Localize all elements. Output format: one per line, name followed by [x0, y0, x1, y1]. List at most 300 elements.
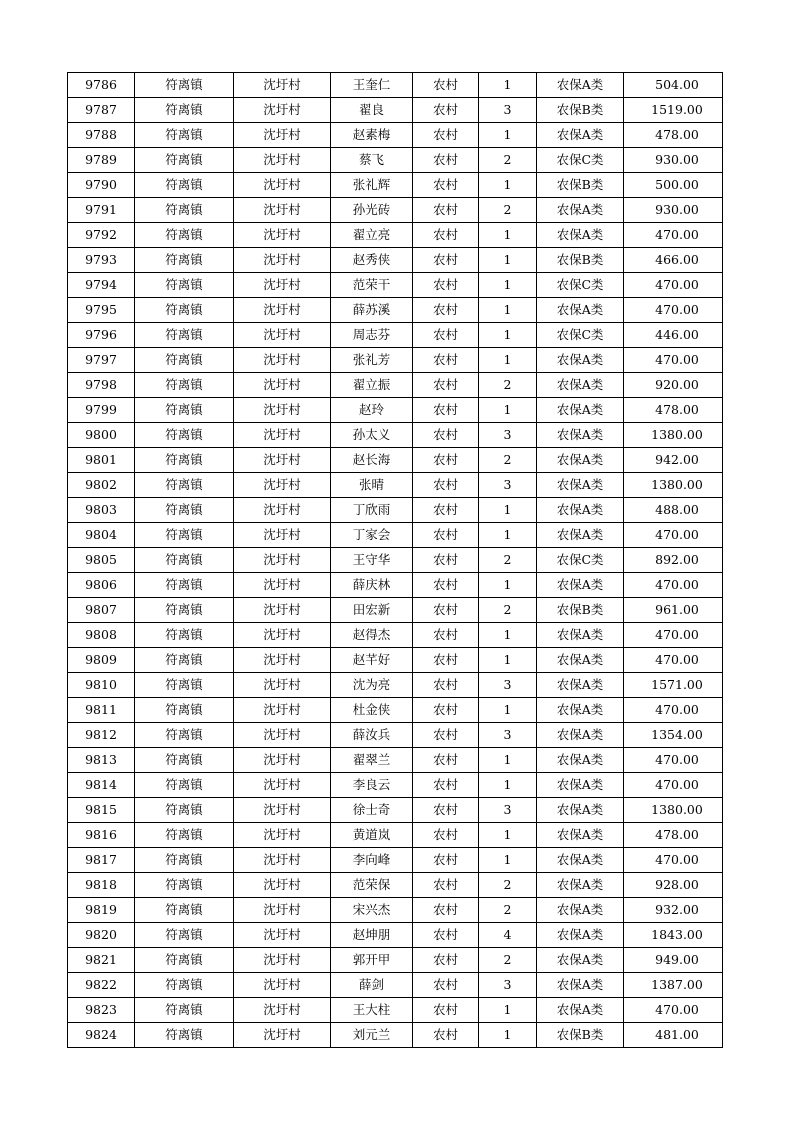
amount-cell: 892.00 [624, 548, 723, 573]
table-row [68, 948, 723, 973]
town-cell: 符离镇 [135, 873, 234, 898]
village-cell: 沈圩村 [234, 598, 331, 623]
table-row [68, 98, 723, 123]
name-cell: 王奎仁 [331, 73, 413, 98]
town-cell: 符离镇 [135, 98, 234, 123]
area-type-cell: 农村 [413, 773, 479, 798]
name-cell: 李良云 [331, 773, 413, 798]
area-type-cell: 农村 [413, 823, 479, 848]
name-cell: 翟立振 [331, 373, 413, 398]
name-cell: 赵秀侠 [331, 248, 413, 273]
town-cell: 符离镇 [135, 148, 234, 173]
insurance-category-cell: 农保A类 [537, 348, 624, 373]
town-cell: 符离镇 [135, 848, 234, 873]
name-cell: 赵得杰 [331, 623, 413, 648]
name-cell: 赵芊好 [331, 648, 413, 673]
town-cell: 符离镇 [135, 898, 234, 923]
insurance-category-cell: 农保A类 [537, 448, 624, 473]
insurance-category-cell: 农保A类 [537, 573, 624, 598]
area-type-cell: 农村 [413, 623, 479, 648]
amount-cell: 949.00 [624, 948, 723, 973]
area-type-cell: 农村 [413, 573, 479, 598]
name-cell: 周志芬 [331, 323, 413, 348]
household-size-cell: 3 [479, 798, 537, 823]
village-cell: 沈圩村 [234, 673, 331, 698]
name-cell: 沈为亮 [331, 673, 413, 698]
amount-cell: 470.00 [624, 273, 723, 298]
town-cell: 符离镇 [135, 448, 234, 473]
village-cell: 沈圩村 [234, 198, 331, 223]
area-type-cell: 农村 [413, 198, 479, 223]
insurance-category-cell: 农保C类 [537, 323, 624, 348]
village-cell: 沈圩村 [234, 723, 331, 748]
town-cell: 符离镇 [135, 673, 234, 698]
amount-cell: 1380.00 [624, 798, 723, 823]
area-type-cell: 农村 [413, 798, 479, 823]
area-type-cell: 农村 [413, 948, 479, 973]
table-row [68, 523, 723, 548]
area-type-cell: 农村 [413, 748, 479, 773]
amount-cell: 470.00 [624, 748, 723, 773]
town-cell: 符离镇 [135, 273, 234, 298]
town-cell: 符离镇 [135, 523, 234, 548]
amount-cell: 930.00 [624, 198, 723, 223]
insurance-category-cell: 农保A类 [537, 198, 624, 223]
household-size-cell: 1 [479, 73, 537, 98]
village-cell: 沈圩村 [234, 448, 331, 473]
amount-cell: 1354.00 [624, 723, 723, 748]
town-cell: 符离镇 [135, 423, 234, 448]
area-type-cell: 农村 [413, 473, 479, 498]
insurance-category-cell: 农保A类 [537, 623, 624, 648]
insurance-category-cell: 农保C类 [537, 148, 624, 173]
data-table [67, 72, 723, 1048]
amount-cell: 1380.00 [624, 423, 723, 448]
row-number-cell: 9819 [68, 898, 135, 923]
name-cell: 翟翠兰 [331, 748, 413, 773]
amount-cell: 470.00 [624, 573, 723, 598]
insurance-category-cell: 农保C类 [537, 548, 624, 573]
household-size-cell: 1 [479, 623, 537, 648]
household-size-cell: 1 [479, 398, 537, 423]
amount-cell: 1380.00 [624, 473, 723, 498]
amount-cell: 961.00 [624, 598, 723, 623]
row-number-cell: 9808 [68, 623, 135, 648]
table-row [68, 748, 723, 773]
amount-cell: 920.00 [624, 373, 723, 398]
household-size-cell: 2 [479, 598, 537, 623]
name-cell: 王大柱 [331, 998, 413, 1023]
area-type-cell: 农村 [413, 173, 479, 198]
insurance-category-cell: 农保A类 [537, 998, 624, 1023]
insurance-category-cell: 农保A类 [537, 823, 624, 848]
table-row [68, 823, 723, 848]
village-cell: 沈圩村 [234, 823, 331, 848]
household-size-cell: 1 [479, 748, 537, 773]
table-row [68, 73, 723, 98]
household-size-cell: 1 [479, 1023, 537, 1048]
row-number-cell: 9817 [68, 848, 135, 873]
amount-cell: 930.00 [624, 148, 723, 173]
area-type-cell: 农村 [413, 273, 479, 298]
table-row [68, 623, 723, 648]
area-type-cell: 农村 [413, 223, 479, 248]
household-size-cell: 1 [479, 298, 537, 323]
table-row [68, 248, 723, 273]
town-cell: 符离镇 [135, 748, 234, 773]
village-cell: 沈圩村 [234, 698, 331, 723]
table-row [68, 598, 723, 623]
household-size-cell: 1 [479, 823, 537, 848]
row-number-cell: 9794 [68, 273, 135, 298]
row-number-cell: 9795 [68, 298, 135, 323]
name-cell: 薛庆林 [331, 573, 413, 598]
name-cell: 刘元兰 [331, 1023, 413, 1048]
insurance-category-cell: 农保A类 [537, 698, 624, 723]
amount-cell: 1519.00 [624, 98, 723, 123]
insurance-category-cell: 农保A类 [537, 798, 624, 823]
row-number-cell: 9821 [68, 948, 135, 973]
village-cell: 沈圩村 [234, 573, 331, 598]
insurance-category-cell: 农保A类 [537, 723, 624, 748]
name-cell: 薛剑 [331, 973, 413, 998]
town-cell: 符离镇 [135, 773, 234, 798]
row-number-cell: 9792 [68, 223, 135, 248]
insurance-category-cell: 农保B类 [537, 173, 624, 198]
row-number-cell: 9812 [68, 723, 135, 748]
name-cell: 孙光砖 [331, 198, 413, 223]
row-number-cell: 9789 [68, 148, 135, 173]
table-row [68, 723, 723, 748]
amount-cell: 470.00 [624, 998, 723, 1023]
town-cell: 符离镇 [135, 373, 234, 398]
row-number-cell: 9806 [68, 573, 135, 598]
insurance-category-cell: 农保B类 [537, 598, 624, 623]
village-cell: 沈圩村 [234, 848, 331, 873]
insurance-category-cell: 农保A类 [537, 648, 624, 673]
amount-cell: 446.00 [624, 323, 723, 348]
amount-cell: 928.00 [624, 873, 723, 898]
table-row [68, 223, 723, 248]
table-row [68, 123, 723, 148]
amount-cell: 470.00 [624, 848, 723, 873]
area-type-cell: 农村 [413, 898, 479, 923]
amount-cell: 1843.00 [624, 923, 723, 948]
name-cell: 郭开甲 [331, 948, 413, 973]
household-size-cell: 1 [479, 348, 537, 373]
amount-cell: 478.00 [624, 123, 723, 148]
household-size-cell: 2 [479, 373, 537, 398]
row-number-cell: 9815 [68, 798, 135, 823]
table-row [68, 923, 723, 948]
name-cell: 王守华 [331, 548, 413, 573]
household-size-cell: 3 [479, 423, 537, 448]
insurance-category-cell: 农保A类 [537, 423, 624, 448]
village-cell: 沈圩村 [234, 398, 331, 423]
name-cell: 丁欣雨 [331, 498, 413, 523]
table-row [68, 498, 723, 523]
village-cell: 沈圩村 [234, 498, 331, 523]
row-number-cell: 9807 [68, 598, 135, 623]
table-row [68, 998, 723, 1023]
row-number-cell: 9823 [68, 998, 135, 1023]
row-number-cell: 9797 [68, 348, 135, 373]
insurance-category-cell: 农保C类 [537, 273, 624, 298]
table-row [68, 573, 723, 598]
village-cell: 沈圩村 [234, 123, 331, 148]
name-cell: 张礼辉 [331, 173, 413, 198]
amount-cell: 470.00 [624, 773, 723, 798]
household-size-cell: 1 [479, 523, 537, 548]
row-number-cell: 9814 [68, 773, 135, 798]
amount-cell: 478.00 [624, 823, 723, 848]
village-cell: 沈圩村 [234, 323, 331, 348]
row-number-cell: 9790 [68, 173, 135, 198]
household-size-cell: 3 [479, 973, 537, 998]
row-number-cell: 9787 [68, 98, 135, 123]
table-row [68, 373, 723, 398]
table-row [68, 898, 723, 923]
insurance-category-cell: 农保A类 [537, 398, 624, 423]
household-size-cell: 1 [479, 698, 537, 723]
insurance-category-cell: 农保A类 [537, 473, 624, 498]
table-row [68, 298, 723, 323]
amount-cell: 470.00 [624, 298, 723, 323]
area-type-cell: 农村 [413, 1023, 479, 1048]
row-number-cell: 9788 [68, 123, 135, 148]
table-row [68, 323, 723, 348]
row-number-cell: 9816 [68, 823, 135, 848]
insurance-category-cell: 农保B类 [537, 1023, 624, 1048]
row-number-cell: 9824 [68, 1023, 135, 1048]
insurance-category-cell: 农保A类 [537, 73, 624, 98]
table-row [68, 198, 723, 223]
row-number-cell: 9818 [68, 873, 135, 898]
household-size-cell: 1 [479, 273, 537, 298]
row-number-cell: 9805 [68, 548, 135, 573]
town-cell: 符离镇 [135, 923, 234, 948]
village-cell: 沈圩村 [234, 798, 331, 823]
village-cell: 沈圩村 [234, 1023, 331, 1048]
row-number-cell: 9798 [68, 373, 135, 398]
area-type-cell: 农村 [413, 848, 479, 873]
town-cell: 符离镇 [135, 348, 234, 373]
town-cell: 符离镇 [135, 973, 234, 998]
insurance-category-cell: 农保A类 [537, 673, 624, 698]
name-cell: 宋兴杰 [331, 898, 413, 923]
name-cell: 赵坤朋 [331, 923, 413, 948]
area-type-cell: 农村 [413, 723, 479, 748]
town-cell: 符离镇 [135, 948, 234, 973]
household-size-cell: 3 [479, 473, 537, 498]
village-cell: 沈圩村 [234, 773, 331, 798]
table-row [68, 798, 723, 823]
area-type-cell: 农村 [413, 673, 479, 698]
name-cell: 翟立亮 [331, 223, 413, 248]
village-cell: 沈圩村 [234, 373, 331, 398]
area-type-cell: 农村 [413, 498, 479, 523]
area-type-cell: 农村 [413, 523, 479, 548]
amount-cell: 470.00 [624, 223, 723, 248]
row-number-cell: 9791 [68, 198, 135, 223]
amount-cell: 932.00 [624, 898, 723, 923]
table-row [68, 173, 723, 198]
amount-cell: 470.00 [624, 348, 723, 373]
area-type-cell: 农村 [413, 298, 479, 323]
area-type-cell: 农村 [413, 148, 479, 173]
table-row [68, 973, 723, 998]
village-cell: 沈圩村 [234, 748, 331, 773]
area-type-cell: 农村 [413, 398, 479, 423]
name-cell: 薛汝兵 [331, 723, 413, 748]
village-cell: 沈圩村 [234, 948, 331, 973]
town-cell: 符离镇 [135, 498, 234, 523]
village-cell: 沈圩村 [234, 648, 331, 673]
household-size-cell: 1 [479, 173, 537, 198]
village-cell: 沈圩村 [234, 623, 331, 648]
name-cell: 张礼芳 [331, 348, 413, 373]
town-cell: 符离镇 [135, 173, 234, 198]
row-number-cell: 9803 [68, 498, 135, 523]
area-type-cell: 农村 [413, 548, 479, 573]
name-cell: 张晴 [331, 473, 413, 498]
row-number-cell: 9804 [68, 523, 135, 548]
name-cell: 范荣保 [331, 873, 413, 898]
row-number-cell: 9800 [68, 423, 135, 448]
amount-cell: 478.00 [624, 398, 723, 423]
name-cell: 田宏新 [331, 598, 413, 623]
amount-cell: 500.00 [624, 173, 723, 198]
amount-cell: 470.00 [624, 648, 723, 673]
area-type-cell: 农村 [413, 698, 479, 723]
amount-cell: 466.00 [624, 248, 723, 273]
village-cell: 沈圩村 [234, 248, 331, 273]
town-cell: 符离镇 [135, 548, 234, 573]
household-size-cell: 1 [479, 648, 537, 673]
town-cell: 符离镇 [135, 223, 234, 248]
insurance-category-cell: 农保A类 [537, 948, 624, 973]
village-cell: 沈圩村 [234, 148, 331, 173]
household-size-cell: 3 [479, 673, 537, 698]
town-cell: 符离镇 [135, 248, 234, 273]
area-type-cell: 农村 [413, 973, 479, 998]
household-size-cell: 3 [479, 723, 537, 748]
amount-cell: 470.00 [624, 623, 723, 648]
town-cell: 符离镇 [135, 298, 234, 323]
household-size-cell: 1 [479, 773, 537, 798]
town-cell: 符离镇 [135, 1023, 234, 1048]
area-type-cell: 农村 [413, 348, 479, 373]
insurance-category-cell: 农保A类 [537, 848, 624, 873]
name-cell: 薛苏溪 [331, 298, 413, 323]
insurance-category-cell: 农保A类 [537, 973, 624, 998]
table-row [68, 698, 723, 723]
village-cell: 沈圩村 [234, 223, 331, 248]
table-body [68, 73, 723, 1048]
insurance-category-cell: 农保A类 [537, 223, 624, 248]
area-type-cell: 农村 [413, 123, 479, 148]
household-size-cell: 3 [479, 98, 537, 123]
area-type-cell: 农村 [413, 373, 479, 398]
table-row [68, 423, 723, 448]
insurance-category-cell: 农保A类 [537, 523, 624, 548]
amount-cell: 1387.00 [624, 973, 723, 998]
area-type-cell: 农村 [413, 998, 479, 1023]
village-cell: 沈圩村 [234, 73, 331, 98]
table-row [68, 148, 723, 173]
name-cell: 范荣干 [331, 273, 413, 298]
town-cell: 符离镇 [135, 648, 234, 673]
town-cell: 符离镇 [135, 473, 234, 498]
household-size-cell: 2 [479, 448, 537, 473]
village-cell: 沈圩村 [234, 998, 331, 1023]
village-cell: 沈圩村 [234, 548, 331, 573]
household-size-cell: 4 [479, 923, 537, 948]
household-size-cell: 1 [479, 573, 537, 598]
household-size-cell: 2 [479, 148, 537, 173]
row-number-cell: 9801 [68, 448, 135, 473]
insurance-category-cell: 农保A类 [537, 298, 624, 323]
amount-cell: 1571.00 [624, 673, 723, 698]
village-cell: 沈圩村 [234, 273, 331, 298]
area-type-cell: 农村 [413, 423, 479, 448]
village-cell: 沈圩村 [234, 173, 331, 198]
town-cell: 符离镇 [135, 623, 234, 648]
area-type-cell: 农村 [413, 598, 479, 623]
amount-cell: 942.00 [624, 448, 723, 473]
table-row [68, 673, 723, 698]
area-type-cell: 农村 [413, 248, 479, 273]
table-row [68, 648, 723, 673]
household-size-cell: 1 [479, 223, 537, 248]
table-row [68, 448, 723, 473]
town-cell: 符离镇 [135, 723, 234, 748]
insurance-category-cell: 农保A类 [537, 748, 624, 773]
table-row [68, 848, 723, 873]
table-row [68, 273, 723, 298]
household-size-cell: 2 [479, 548, 537, 573]
village-cell: 沈圩村 [234, 898, 331, 923]
name-cell: 徐士奇 [331, 798, 413, 823]
table-row [68, 873, 723, 898]
table-row [68, 348, 723, 373]
amount-cell: 504.00 [624, 73, 723, 98]
name-cell: 蔡飞 [331, 148, 413, 173]
name-cell: 杜金侠 [331, 698, 413, 723]
household-size-cell: 1 [479, 123, 537, 148]
row-number-cell: 9786 [68, 73, 135, 98]
area-type-cell: 农村 [413, 648, 479, 673]
village-cell: 沈圩村 [234, 98, 331, 123]
row-number-cell: 9820 [68, 923, 135, 948]
household-size-cell: 1 [479, 998, 537, 1023]
name-cell: 孙太义 [331, 423, 413, 448]
insurance-category-cell: 农保A类 [537, 498, 624, 523]
village-cell: 沈圩村 [234, 973, 331, 998]
row-number-cell: 9793 [68, 248, 135, 273]
row-number-cell: 9810 [68, 673, 135, 698]
insurance-category-cell: 农保A类 [537, 373, 624, 398]
name-cell: 丁家会 [331, 523, 413, 548]
village-cell: 沈圩村 [234, 298, 331, 323]
row-number-cell: 9796 [68, 323, 135, 348]
town-cell: 符离镇 [135, 123, 234, 148]
household-size-cell: 1 [479, 248, 537, 273]
household-size-cell: 2 [479, 198, 537, 223]
row-number-cell: 9813 [68, 748, 135, 773]
insurance-category-cell: 农保A类 [537, 873, 624, 898]
town-cell: 符离镇 [135, 398, 234, 423]
